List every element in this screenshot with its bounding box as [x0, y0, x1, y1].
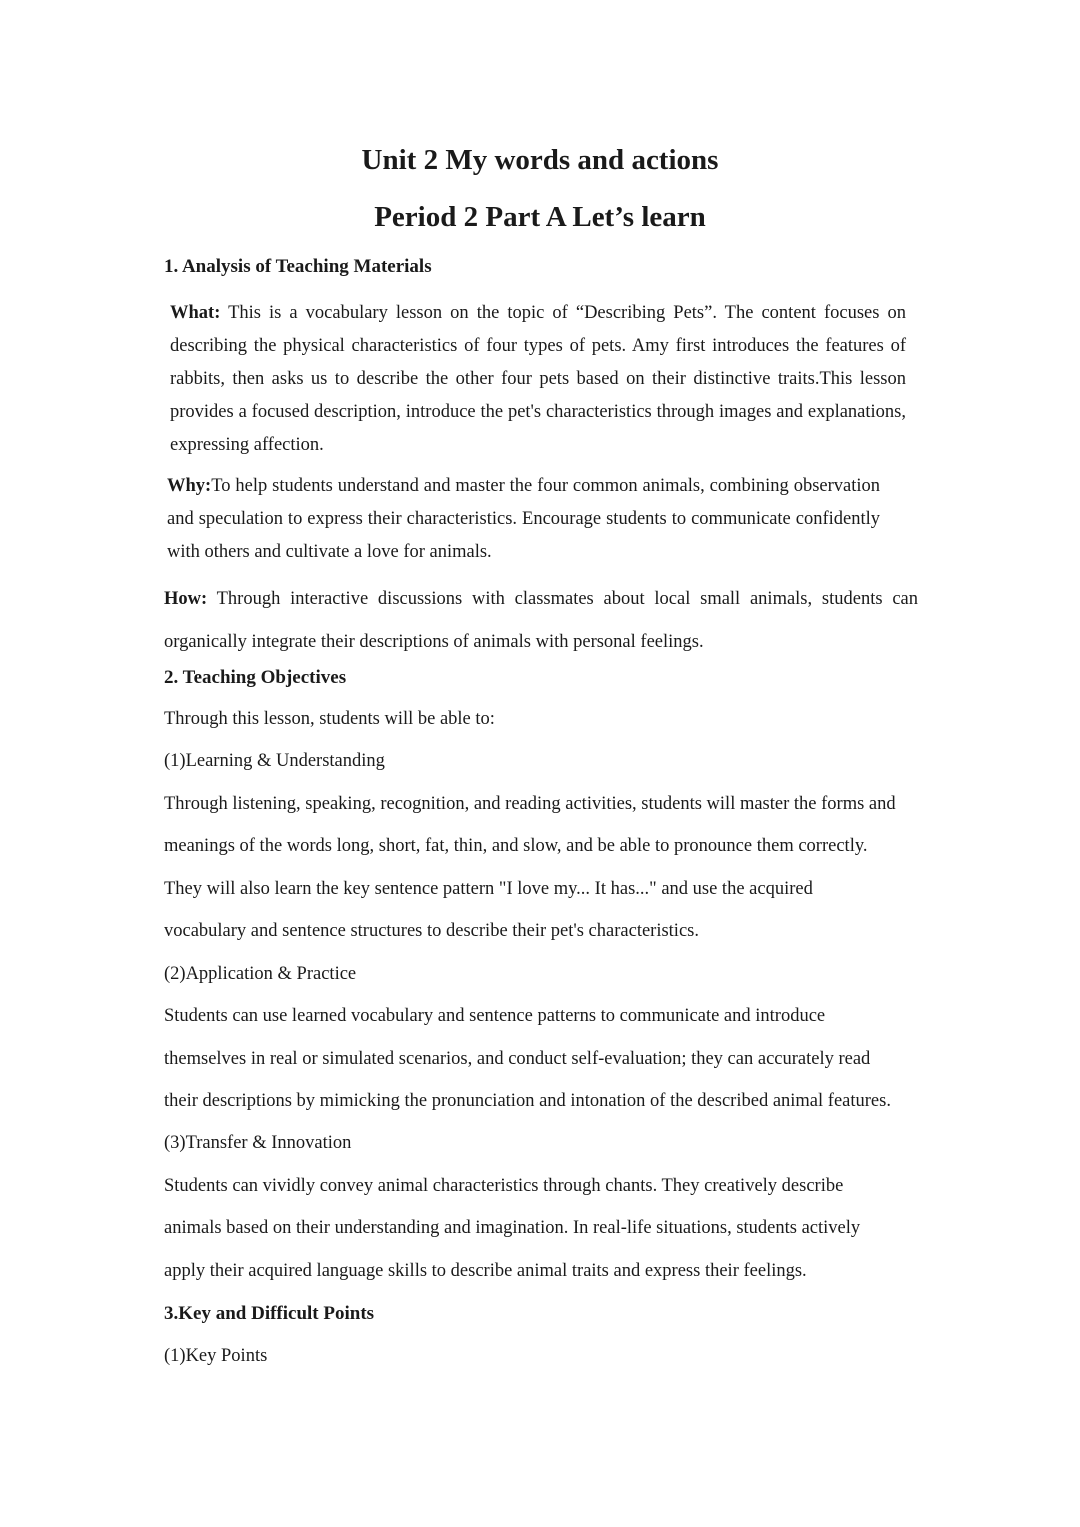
- text-line: Through listening, speaking, recognition, and reading activities, students will master the forms and: [164, 794, 896, 814]
- how-label: How:: [164, 589, 208, 609]
- why-paragraph: [167, 470, 880, 569]
- what-paragraph: [170, 297, 906, 462]
- subheading-key-points: (1)Key Points: [164, 1346, 268, 1366]
- subheading-learning-understanding: (1)Learning & Understanding: [164, 751, 385, 771]
- subheading-transfer-innovation: (3)Transfer & Innovation: [164, 1133, 352, 1153]
- subheading-application-practice: (2)Application & Practice: [164, 964, 357, 984]
- text-line: They will also learn the key sentence pattern "I love my... It has..." and use the acquired: [164, 879, 813, 899]
- section-heading-objectives: 2. Teaching Objectives: [164, 667, 347, 688]
- text-line: vocabulary and sentence structures to describe their pet's characteristics.: [164, 921, 699, 941]
- text-line: meanings of the words long, short, fat, thin, and slow, and be able to pronounce them correctly.: [164, 836, 868, 856]
- text-line: Students can use learned vocabulary and sentence patterns to communicate and introduce: [164, 1006, 826, 1026]
- what-label: What:: [170, 303, 221, 323]
- section-heading-analysis: 1. Analysis of Teaching Materials: [164, 256, 432, 277]
- what-text: This is a vocabulary lesson on the topic of “Describing Pets”. The content focuses on describing the physical characteristics of four types of pets. Amy first introduces the features of rabbits, then asks us to describe the other four pets based on their distinctive traits.This lesson provides a focused description, introduce the pet's characteristics through images and explanations, expressing affection.: [170, 303, 906, 455]
- text-line: apply their acquired language skills to describe animal traits and express their feelings.: [164, 1261, 807, 1281]
- document-title: Unit 2 My words and actions: [361, 144, 719, 176]
- how-text: Through interactive discussions with classmates about local small animals, students can organically integrate their descriptions of animals with personal feelings.: [164, 589, 918, 652]
- text-line: themselves in real or simulated scenarios, and conduct self-evaluation; they can accurately read: [164, 1049, 871, 1069]
- text-line: their descriptions by mimicking the pronunciation and intonation of the described animal features.: [164, 1091, 891, 1111]
- text-line: Students can vividly convey animal characteristics through chants. They creatively describe: [164, 1176, 844, 1196]
- why-label: Why:: [167, 476, 212, 496]
- section-heading-key-difficult: 3.Key and Difficult Points: [164, 1303, 375, 1324]
- how-paragraph: [164, 578, 918, 663]
- objectives-intro: Through this lesson, students will be able to:: [164, 709, 495, 729]
- text-line: animals based on their understanding and imagination. In real-life situations, students actively: [164, 1218, 861, 1238]
- document-subtitle: Period 2 Part A Let’s learn: [374, 201, 706, 233]
- why-text: To help students understand and master the four common animals, combining observation and speculation to express their characteristics. Encourage students to communicate confidently with others and cultivate a love for animals.: [167, 476, 880, 562]
